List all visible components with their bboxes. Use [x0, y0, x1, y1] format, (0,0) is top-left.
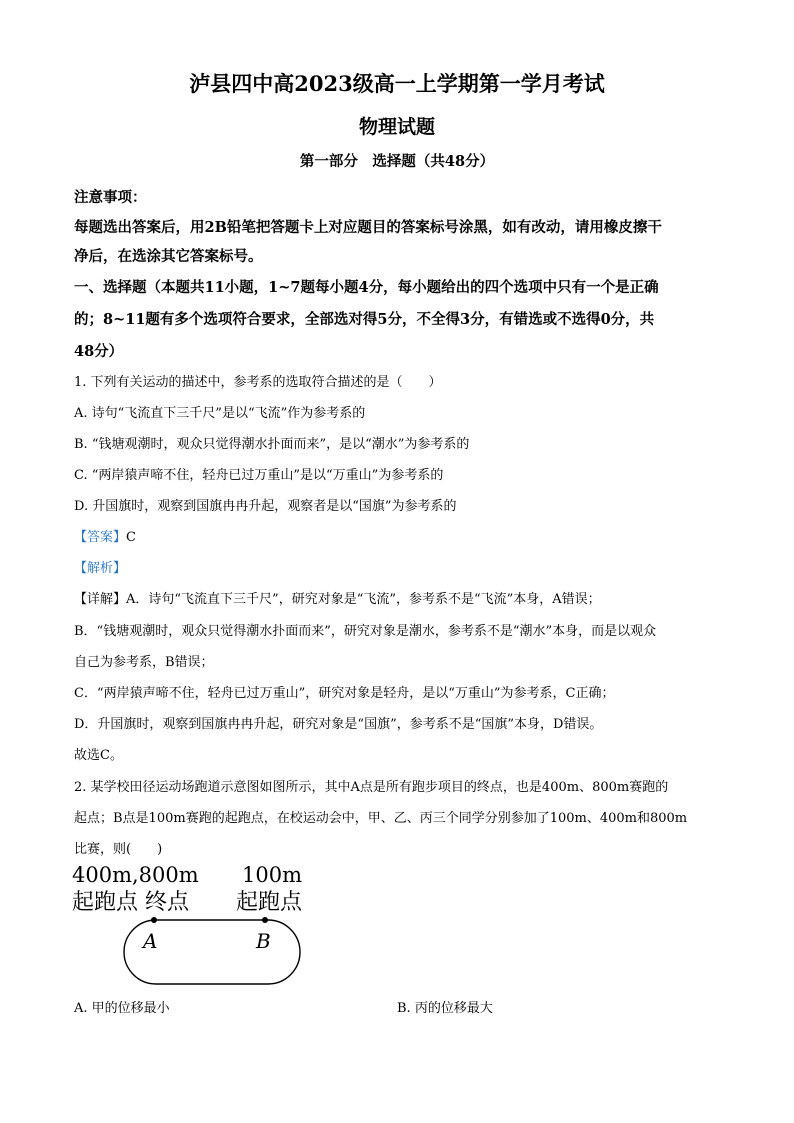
label-b-bottom: 起跑点: [236, 890, 303, 915]
q2-stem-3: 比赛，则( ): [74, 842, 163, 857]
point-b-dot: [262, 917, 268, 923]
point-a-dot: [151, 917, 157, 923]
label-b-top: 100m: [242, 863, 302, 887]
notice-heading: 注意事项：: [74, 189, 147, 206]
detail-label: 【详解】: [74, 592, 127, 607]
answer-value: C: [126, 530, 136, 545]
q1-detail-a: [74, 588, 601, 607]
analysis-label: 【解析】: [74, 561, 127, 576]
q1-detail-b-2: 自己为参考系，B错误；: [74, 655, 214, 670]
q1-detail-c: C．“两岸猿声啼不住，轻舟已过万重山”，研究对象是轻舟，是以“万重山”为参考系，C正确；: [74, 686, 615, 701]
q1-answer: [74, 526, 136, 545]
notice-line-2: 净后，在选涂其它答案标号。: [74, 248, 263, 265]
q1-stem: 1. 下列有关运动的描述中，参考系的选取符合描述的是（ ）: [74, 375, 442, 390]
section-line-3: 48分）: [74, 343, 124, 360]
point-a-label: A: [143, 929, 158, 953]
q1-option-a: A. 诗句“飞流直下三千尺”是以“飞流”作为参考系的: [74, 406, 366, 421]
q1-detail-b-1: B．“钱塘观潮时，观众只觉得潮水扑面而来”，研究对象是潮水，参考系不是“潮水”本身，而是以观众: [74, 624, 657, 639]
section-line-2: 的；8~11题有多个选项符合要求，全部选对得5分，不全得3分，有错选或不选得0分，共: [74, 311, 655, 328]
exam-title: 泸县四中高2023级高一上学期第一学月考试: [189, 71, 605, 96]
point-b-label: B: [256, 929, 271, 953]
section-line-1: 一、选择题（本题共11小题，1~7题每小题4分，每小题给出的四个选项中只有一个是正确: [74, 279, 659, 296]
q1-conclusion: 故选C。: [74, 748, 123, 763]
label-a-top: 400m,800m: [72, 863, 199, 887]
q2-stem-2: 起点；B点是100m赛跑的起跑点，在校运动会中，甲、乙、丙三个同学分别参加了100m、400m和800m: [74, 811, 688, 826]
q2-option-a: A. 甲的位移最小: [74, 1001, 170, 1016]
answer-label: 【答案】: [74, 530, 127, 545]
label-a-bottom: 起跑点 终点: [72, 890, 189, 915]
part-title: 第一部分 选择题（共48分）: [299, 153, 495, 170]
track-diagram: [70, 862, 330, 992]
q1-option-d: D. 升国旗时，观察到国旗冉冉升起，观察者是以“国旗”为参考系的: [74, 499, 457, 514]
q2-option-b: B. 丙的位移最大: [397, 1001, 493, 1016]
notice-line-1: 每题选出答案后，用2B铅笔把答题卡上对应题目的答案标号涂黑，如有改动，请用橡皮擦干: [74, 219, 662, 236]
q1-option-c: C. “两岸猿声啼不住，轻舟已过万重山”是以“万重山”为参考系的: [74, 468, 444, 483]
q1-option-b: B. “钱塘观潮时，观众只觉得潮水扑面而来”，是以“潮水”为参考系的: [74, 437, 470, 452]
q1-detail-d: D．升国旗时，观察到国旗冉冉升起，研究对象是“国旗”，参考系不是“国旗”本身，D错误。: [74, 717, 603, 732]
detail-a-text: A．诗句“飞流直下三千尺”，研究对象是“飞流”，参考系不是“飞流”本身，A错误；: [126, 592, 601, 607]
q2-stem-1: 2. 某学校田径运动场跑道示意图如图所示，其中A点是所有跑步项目的终点，也是400m、800m赛跑的: [74, 780, 669, 795]
subject-title: 物理试题: [358, 116, 435, 138]
